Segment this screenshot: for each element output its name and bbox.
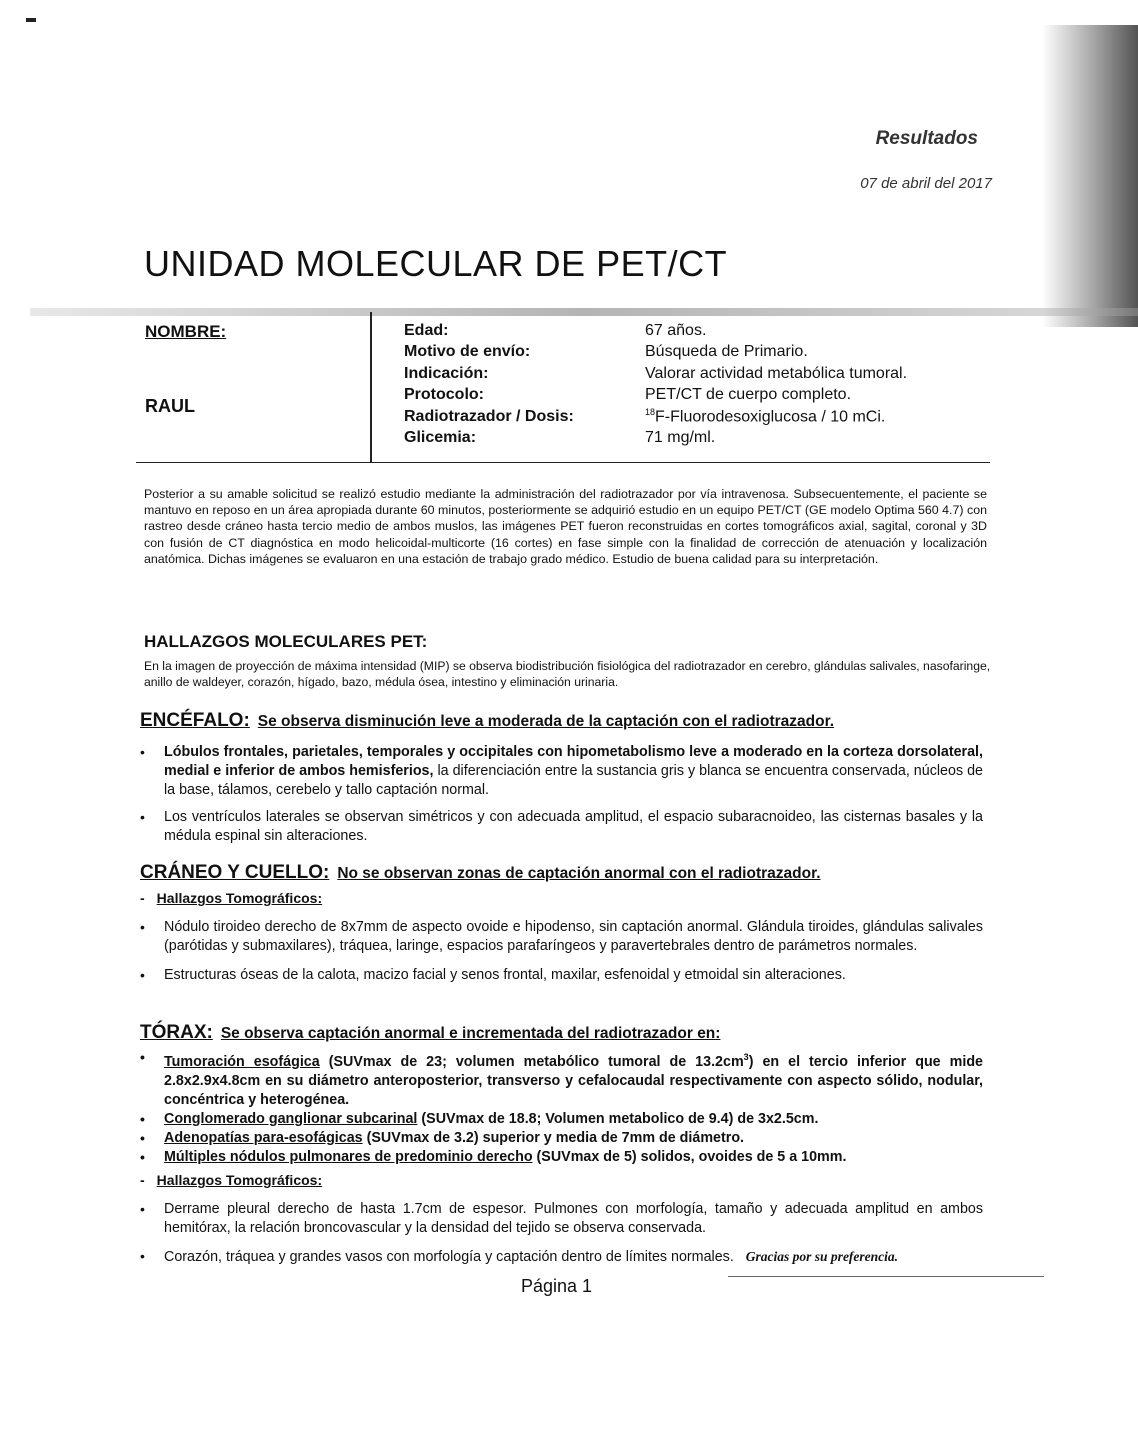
- cubic-superscript: 3: [743, 1052, 749, 1062]
- torax-heading: [140, 1022, 720, 1044]
- field-label: Motivo de envío:: [404, 343, 531, 361]
- body-text: Derrame pleural derecho de hasta 1.7cm de espesor. Pulmones con morfología, tamaño y adecuada amplitud en ambos hemitórax, la relación broncovascular y la densidad del tejido se observa conservada.: [164, 1201, 983, 1236]
- field-label: Indicación:: [404, 364, 489, 382]
- encefalo-name: ENCÉFALO:: [140, 710, 250, 731]
- field-value: [645, 407, 885, 426]
- subheading-text: Hallazgos Tomográficos:: [156, 890, 323, 906]
- finding-detail: (SUVmax de 5) solidos, ovoides de 5 a 10mm.: [532, 1148, 847, 1165]
- list-item: [140, 1148, 983, 1167]
- tracer-dose: F-Fluorodesoxiglucosa / 10 mCi.: [655, 408, 886, 426]
- field-value: Valorar actividad metabólica tumoral.: [645, 364, 908, 382]
- list-item: [140, 808, 983, 846]
- list-item: [140, 743, 983, 800]
- results-header: [876, 128, 978, 150]
- craneo-summary: No se observan zonas de captación anormal con el radiotrazador.: [337, 865, 821, 882]
- torax-tomographic-bullets: [140, 1200, 983, 1267]
- list-item: [140, 1247, 983, 1267]
- finding-name: Múltiples nódulos pulmonares de predominio derecho: [164, 1148, 533, 1165]
- torax-summary: Se observa captación anormal e incrementada del radiotrazador en:: [220, 1025, 721, 1042]
- bold-text: Lóbulos frontales, parietales, temporales y occipitales con hipometabolismo leve a moderado en la corteza dorsolateral, medial e inferior de ambos hemisferios,: [164, 744, 983, 779]
- patient-fields: [404, 320, 907, 449]
- field-value: PET/CT de cuerpo completo.: [645, 386, 852, 404]
- pet-findings-title: HALLAZGOS MOLECULARES PET:: [144, 632, 428, 651]
- patient-info-box: [136, 312, 990, 463]
- craneo-bullets: [140, 918, 983, 985]
- finding-detail: ) en el tercio inferior que mide 2.8x2.9x4.8cm en su diámetro anteroposterior, transverso y cefalocaudal respectivamente con aspecto sólido, nodular, concéntrica y heterogénea.: [164, 1053, 984, 1108]
- list-item: [140, 966, 983, 985]
- craneo-name: CRÁNEO Y CUELLO:: [140, 862, 330, 883]
- field-label: Radiotrazador / Dosis:: [404, 407, 574, 425]
- field-row: [404, 406, 907, 428]
- field-value: 67 años.: [645, 321, 707, 339]
- name-label: NOMBRE:: [145, 322, 227, 341]
- list-item: [140, 1110, 983, 1129]
- intro-paragraph: Posterior a su amable solicitud se realizó estudio mediante la administración del radiotrazador por vía intravenosa. Subsecuentemente, el paciente se mantuvo en reposo en un área apropiada durante 60 minutos, posteriormente se adquirió estudio en un equipo PET/CT (GE modelo Optima 560 4.7) con rastreo desde cráneo hasta tercio medio de ambos muslos, las imágenes PET fueron reconstruidas en cortes tomográficos axial, sagital, coronal y 3D con fusión de CT diagnóstica en modo helicoidal-multicorte (16 cortes) en fase simple con la finalidad de corrección de atenuación y localización anatómica. Dichas imágenes se evaluaron en una estación de trabajo grado médico. Estudio de buena calidad para su interpretación.: [144, 487, 987, 566]
- field-row: [404, 385, 907, 407]
- field-row: [404, 363, 907, 385]
- field-label: Edad:: [404, 321, 449, 339]
- encefalo-heading: [140, 710, 834, 732]
- scan-mark: [26, 18, 36, 22]
- finding-detail: (SUVmax de 18.8; Volumen metabolico de 9.4) de 3x2.5cm.: [417, 1110, 819, 1127]
- field-row: [404, 428, 907, 450]
- body-text: Nódulo tiroideo derecho de 8x7mm de aspecto ovoide e hipodenso, sin captación anormal. Glándula tiroides, glándulas salivales (parótidas y submaxilares), tráquea, laringe, espacios parafaríngeos y paravertebrales dentro de parámetros normales.: [164, 919, 983, 954]
- craneo-heading: [140, 862, 821, 884]
- torax-name: TÓRAX:: [140, 1022, 213, 1043]
- body-text: la diferenciación entre la sustancia gris y blanca se encuentra conservada, núcleos de la base, tálamos, cerebelo y tallo captación normal.: [164, 763, 983, 798]
- finding-detail: (SUVmax de 23; volumen metabólico tumoral de 13.2cm: [319, 1053, 744, 1070]
- results-label: Resultados: [875, 128, 978, 149]
- finding-name: Conglomerado ganglionar subcarinal: [164, 1110, 418, 1127]
- isotope-superscript: 18: [645, 407, 656, 418]
- scan-shadow: [1042, 25, 1138, 327]
- list-item: [140, 1048, 983, 1110]
- field-value: 71 mg/ml.: [645, 429, 716, 447]
- craneo-tomographic-heading: [140, 890, 322, 906]
- subheading-text: Hallazgos Tomográficos:: [156, 1172, 323, 1188]
- list-item: [140, 1200, 983, 1238]
- finding-name: Tumoración esofágica: [164, 1053, 320, 1070]
- body-text: Corazón, tráquea y grandes vasos con morfología y captación dentro de límites normales.: [164, 1249, 734, 1265]
- dash-mark: -: [140, 890, 145, 906]
- signature-line: [728, 1276, 1044, 1277]
- body-text: Estructuras óseas de la calota, macizo facial y senos frontal, maxilar, esfenoidal y etmoidal sin alteraciones.: [164, 967, 846, 983]
- finding-name: Adenopatías para-esofágicas: [164, 1129, 363, 1146]
- field-row: [404, 320, 907, 342]
- list-item: [140, 918, 983, 956]
- dash-mark: -: [140, 1172, 145, 1188]
- column-divider: [370, 312, 372, 462]
- list-item: [140, 1129, 983, 1148]
- field-value: Búsqueda de Primario.: [645, 343, 808, 361]
- encefalo-summary: Se observa disminución leve a moderada de la captación con el radiotrazador.: [257, 713, 835, 730]
- field-row: [404, 342, 907, 364]
- finding-detail: (SUVmax de 3.2) superior y media de 7mm de diámetro.: [362, 1129, 745, 1146]
- page-number: Página 1: [521, 1276, 593, 1296]
- pet-findings-text: En la imagen de proyección de máxima intensidad (MIP) se observa biodistribución fisiológica del radiotrazador en cerebro, glándulas salivales, nasofaringe, anillo de waldeyer, corazón, hígado, bazo, médula ósea, intestino y eliminación urinaria.: [144, 659, 991, 689]
- torax-bullets: [140, 1048, 983, 1167]
- torax-tomographic-heading: [140, 1172, 322, 1188]
- encefalo-bullets: [140, 743, 983, 846]
- body-text: Los ventrículos laterales se observan simétricos y con adecuada amplitud, el espacio subaracnoideo, las cisternas basales y la médula espinal sin alteraciones.: [164, 809, 983, 844]
- field-label: Protocolo:: [404, 386, 484, 404]
- field-label: Glicemia:: [404, 429, 477, 447]
- page-title: UNIDAD MOLECULAR DE PET/CT: [144, 243, 728, 284]
- patient-name: RAUL: [145, 396, 195, 416]
- report-date: 07 de abril del 2017: [860, 175, 992, 192]
- thanks-note: Gracias por su preferencia.: [745, 1249, 899, 1264]
